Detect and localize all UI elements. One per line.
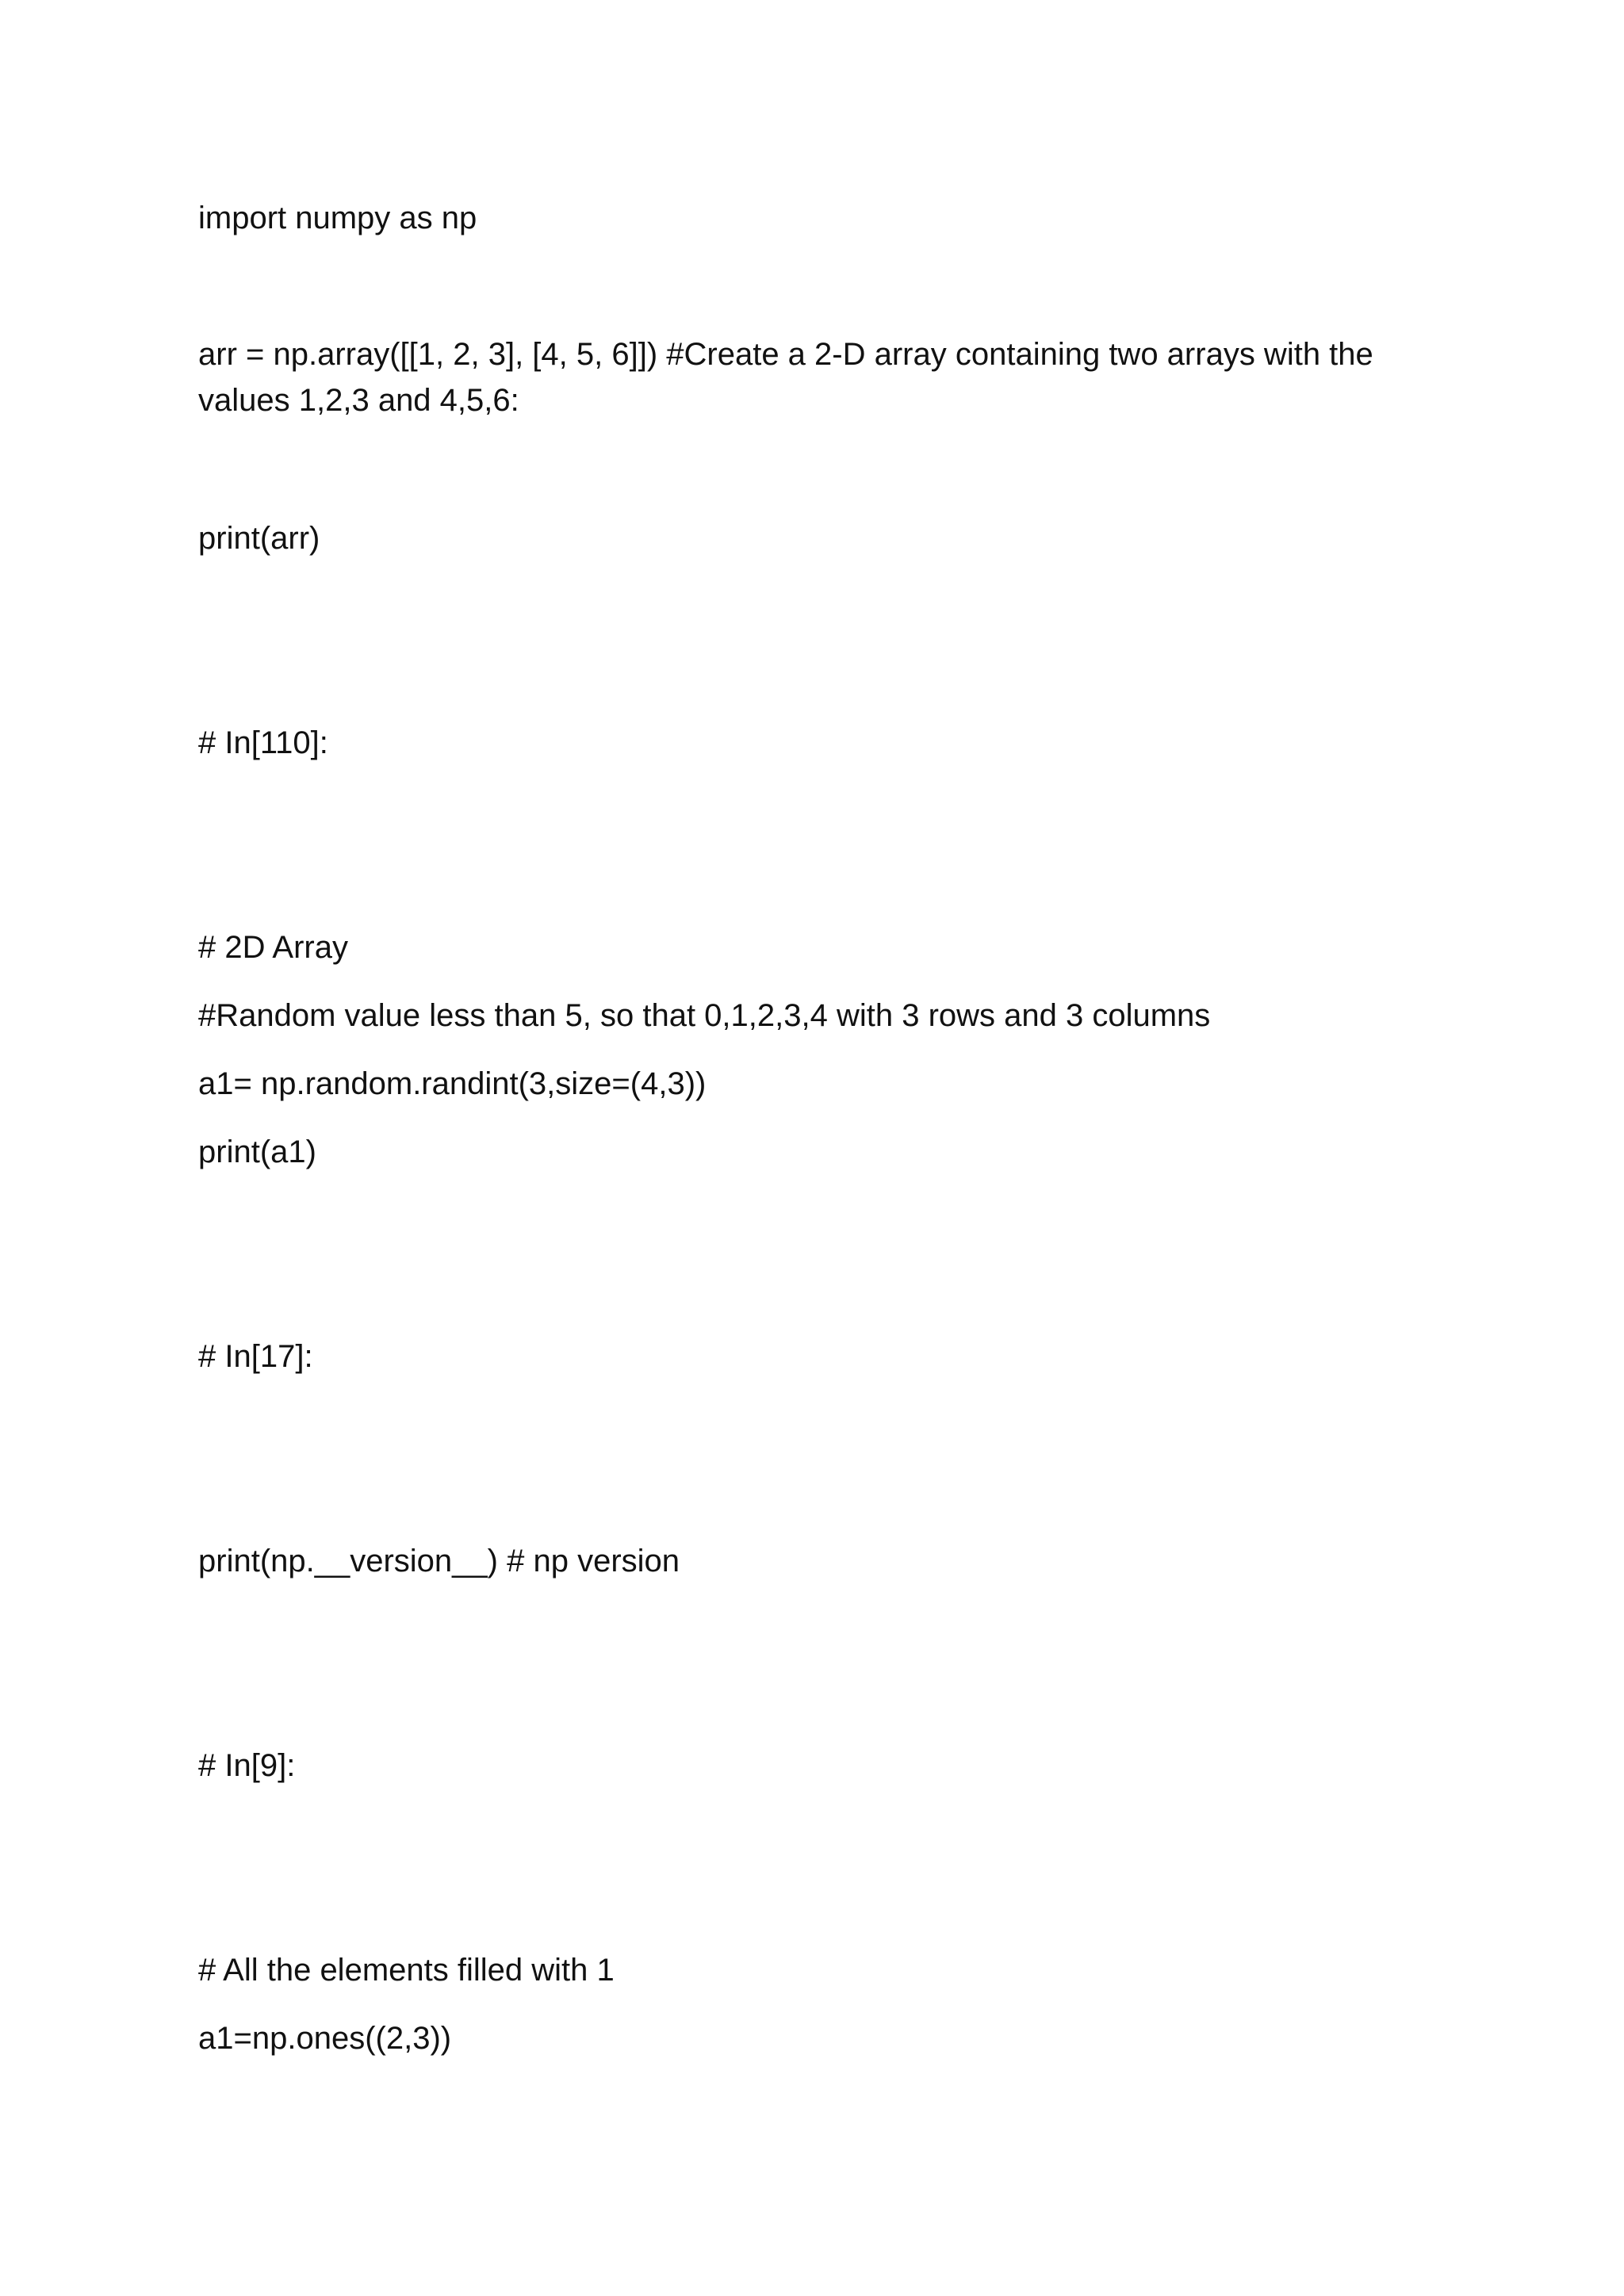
- code-line-array-comment-cont: values 1,2,3 and 4,5,6:: [198, 383, 519, 418]
- code-comment-ones: # All the elements filled with 1: [198, 1953, 615, 1988]
- code-line-array-create: arr = np.array([[1, 2, 3], [4, 5, 6]]) #Create a 2-D array containing two arrays with the: [198, 337, 1373, 372]
- code-comment-random: #Random value less than 5, so that 0,1,2,3,4 with 3 rows and 3 columns: [198, 998, 1211, 1033]
- cell-marker-9: # In[9]:: [198, 1748, 296, 1783]
- code-line-print-a1: print(a1): [198, 1135, 316, 1169]
- code-line-randint: a1= np.random.randint(3,size=(4,3)): [198, 1066, 707, 1101]
- code-line-ones: a1=np.ones((2,3)): [198, 2021, 452, 2056]
- code-line-import: import numpy as np: [198, 201, 477, 235]
- code-comment-2d-array: # 2D Array: [198, 930, 348, 965]
- cell-marker-17: # In[17]:: [198, 1339, 313, 1374]
- code-line-print-arr: print(arr): [198, 521, 320, 556]
- code-line-print-version: print(np.__version__) # np version: [198, 1544, 680, 1578]
- cell-marker-110: # In[110]:: [198, 725, 328, 760]
